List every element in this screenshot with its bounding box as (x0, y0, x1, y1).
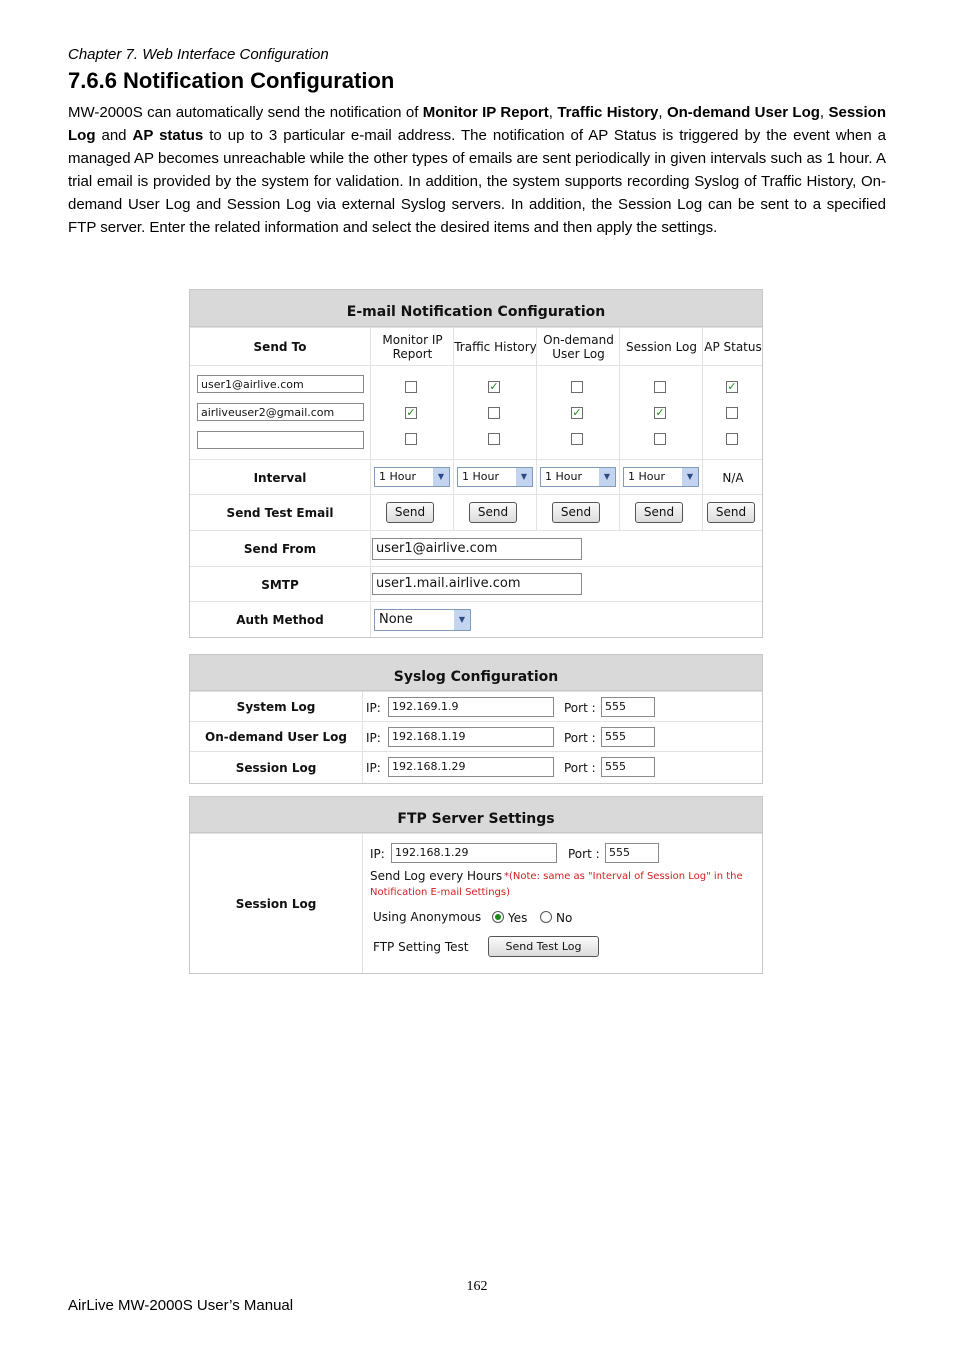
send-from-input[interactable]: user1@airlive.com (372, 538, 582, 560)
email-header-row (190, 327, 762, 366)
send-test-button-monitor-ip[interactable]: Send (386, 502, 434, 523)
syslog-ip-input[interactable]: 192.168.1.19 (388, 727, 554, 747)
syslog-port-input[interactable]: 555 (601, 727, 655, 747)
smtp-input[interactable]: user1.mail.airlive.com (372, 573, 582, 595)
notification-checkbox[interactable] (654, 407, 666, 419)
chapter-header: Chapter 7. Web Interface Configuration (68, 46, 329, 63)
intro-text: and (95, 127, 133, 144)
send-from-row (190, 530, 762, 567)
syslog-row-ondemand-log (190, 721, 762, 752)
email-notification-panel (189, 289, 763, 638)
syslog-row-system-log (190, 691, 762, 722)
syslog-port-input[interactable]: 555 (601, 697, 655, 717)
interval-note-line-1: *(Note: same as "Interval of Session Log" in the (504, 871, 743, 882)
notification-checkbox[interactable] (654, 433, 666, 445)
intro-bold: Traffic History (557, 104, 659, 121)
intro-text: to up to 3 particular e-mail address. The notification of AP Status is triggered by the event when a managed AP becomes unreachable while the other types of emails are sent periodically in given intervals such as 1 hour. A trial email is provided by the system for validation. In addition, the system supports recording Syslog of Traffic History, On-demand User Log and Session Log via external Syslog servers. In addition, the Session Log can be sent to a specified FTP server. Enter the related information and select the desired items and then apply the settings. (68, 127, 886, 236)
send-test-button-traffic-history[interactable]: Send (469, 502, 517, 523)
interval-row (190, 459, 762, 495)
send-from-label: Send From (243, 542, 317, 556)
chevron-down-icon: ▼ (682, 468, 698, 486)
interval-value: 1 Hour (628, 470, 665, 483)
send-test-button-session-log[interactable]: Send (635, 502, 683, 523)
notification-checkbox[interactable] (488, 407, 500, 419)
interval-select-ondemand-log[interactable] (540, 467, 616, 487)
recipient-email-input-1[interactable]: user1@airlive.com (197, 375, 364, 393)
ftp-panel-title: FTP Server Settings (190, 797, 762, 833)
interval-label: Interval (253, 470, 307, 485)
syslog-ip-input[interactable]: 192.169.1.9 (388, 697, 554, 717)
notification-checkbox[interactable] (488, 433, 500, 445)
syslog-row-label: Session Log (235, 760, 317, 775)
intro-bold: AP status (132, 127, 204, 144)
section-title: 7.6.6 Notification Configuration (68, 68, 395, 93)
anonymous-yes-label: Yes (508, 911, 528, 925)
syslog-row-label: System Log (236, 700, 316, 714)
ftp-setting-test-label: FTP Setting Test (373, 940, 469, 954)
send-log-every-label: Send Log every Hours (370, 869, 503, 883)
ftp-session-log-row (190, 833, 762, 973)
col-header-monitor-ip: Monitor IP Report (370, 328, 454, 366)
notification-checkbox[interactable] (654, 381, 666, 393)
notification-checkbox[interactable] (488, 381, 500, 393)
interval-select-monitor-ip[interactable] (374, 467, 450, 487)
interval-value: 1 Hour (462, 470, 499, 483)
syslog-panel-title: Syslog Configuration (190, 655, 762, 691)
anonymous-no-label: No (556, 911, 573, 925)
auth-method-label: Auth Method (236, 612, 324, 627)
check-icon: ✓ (406, 406, 416, 419)
notification-checkbox[interactable] (571, 433, 583, 445)
auth-method-row (190, 601, 762, 637)
check-icon: ✓ (572, 406, 582, 419)
intro-text: MW-2000S can automatically send the notification of (68, 104, 423, 121)
port-label: Port : (564, 731, 596, 745)
smtp-row (190, 566, 762, 602)
send-test-log-button[interactable]: Send Test Log (488, 936, 599, 957)
send-test-label: Send Test Email (226, 506, 334, 520)
col-header-ondemand-log: On-demand User Log (536, 328, 620, 366)
recipient-email-input-2[interactable]: airliveuser2@gmail.com (197, 403, 364, 421)
notification-checkbox[interactable] (726, 407, 738, 419)
smtp-label: SMTP (261, 577, 299, 592)
intro-text: , (819, 104, 829, 121)
syslog-ip-input[interactable]: 192.168.1.29 (388, 757, 554, 777)
notification-checkbox[interactable] (405, 433, 417, 445)
chevron-down-icon: ▼ (599, 468, 615, 486)
col-header-ap-status: AP Status (702, 328, 763, 366)
notification-checkbox[interactable] (405, 407, 417, 419)
using-anonymous-label: Using Anonymous (373, 910, 482, 924)
send-to-header: Send To (253, 340, 307, 354)
syslog-row-session-log (190, 751, 762, 783)
ap-interval-na: N/A (702, 460, 763, 495)
ftp-row-label: Session Log (235, 896, 317, 911)
page-number: 162 (466, 1279, 488, 1294)
email-panel-title: E-mail Notification Configuration (190, 290, 762, 327)
ftp-panel (189, 796, 763, 974)
syslog-row-label: On-demand User Log (205, 730, 347, 744)
notification-checkbox[interactable] (405, 381, 417, 393)
interval-value: 1 Hour (379, 470, 416, 483)
intro-text: , (658, 104, 667, 121)
notification-checkbox[interactable] (726, 433, 738, 445)
ftp-port-input[interactable]: 555 (605, 843, 659, 863)
anonymous-yes-radio[interactable] (492, 911, 504, 923)
send-test-button-ap-status[interactable]: Send (707, 502, 755, 523)
ip-label: IP: (366, 701, 381, 715)
syslog-port-input[interactable]: 555 (601, 757, 655, 777)
notification-checkbox[interactable] (571, 407, 583, 419)
intro-text: , (548, 104, 558, 121)
intro-bold: Session Log (68, 104, 886, 144)
check-icon: ✓ (489, 380, 499, 393)
intro-paragraph (68, 101, 886, 239)
notification-checkbox[interactable] (726, 381, 738, 393)
port-label: Port : (564, 701, 596, 715)
notification-checkbox[interactable] (571, 381, 583, 393)
ip-label: IP: (366, 731, 381, 745)
chevron-down-icon: ▼ (516, 468, 532, 486)
ftp-port-label: Port : (568, 847, 600, 861)
syslog-panel (189, 654, 763, 784)
anonymous-no-radio[interactable] (540, 911, 552, 923)
ip-label: IP: (366, 761, 381, 775)
col-header-session-log: Session Log (619, 328, 703, 366)
ftp-ip-input[interactable]: 192.168.1.29 (391, 843, 557, 863)
interval-select-session-log[interactable] (623, 467, 699, 487)
intro-bold: On-demand User Log (666, 104, 820, 121)
recipients-row (190, 365, 762, 460)
auth-method-select[interactable] (374, 609, 471, 631)
intro-bold: Monitor IP Report (422, 104, 549, 121)
interval-value: 1 Hour (545, 470, 582, 483)
port-label: Port : (564, 761, 596, 775)
auth-method-value: None (379, 612, 413, 627)
send-test-row (190, 494, 762, 531)
check-icon: ✓ (727, 380, 737, 393)
recipient-email-input-3[interactable] (197, 431, 364, 449)
ftp-ip-label: IP: (370, 847, 385, 861)
send-test-button-ondemand-log[interactable]: Send (552, 502, 600, 523)
footer-manual-title: AirLive MW-2000S User’s Manual (68, 1297, 294, 1314)
chevron-down-icon: ▼ (454, 610, 470, 630)
check-icon: ✓ (655, 406, 665, 419)
interval-select-traffic-history[interactable] (457, 467, 533, 487)
col-header-traffic-history: Traffic History (453, 328, 537, 366)
interval-note-line-2: Notification E-mail Settings) (370, 887, 511, 898)
chevron-down-icon: ▼ (433, 468, 449, 486)
